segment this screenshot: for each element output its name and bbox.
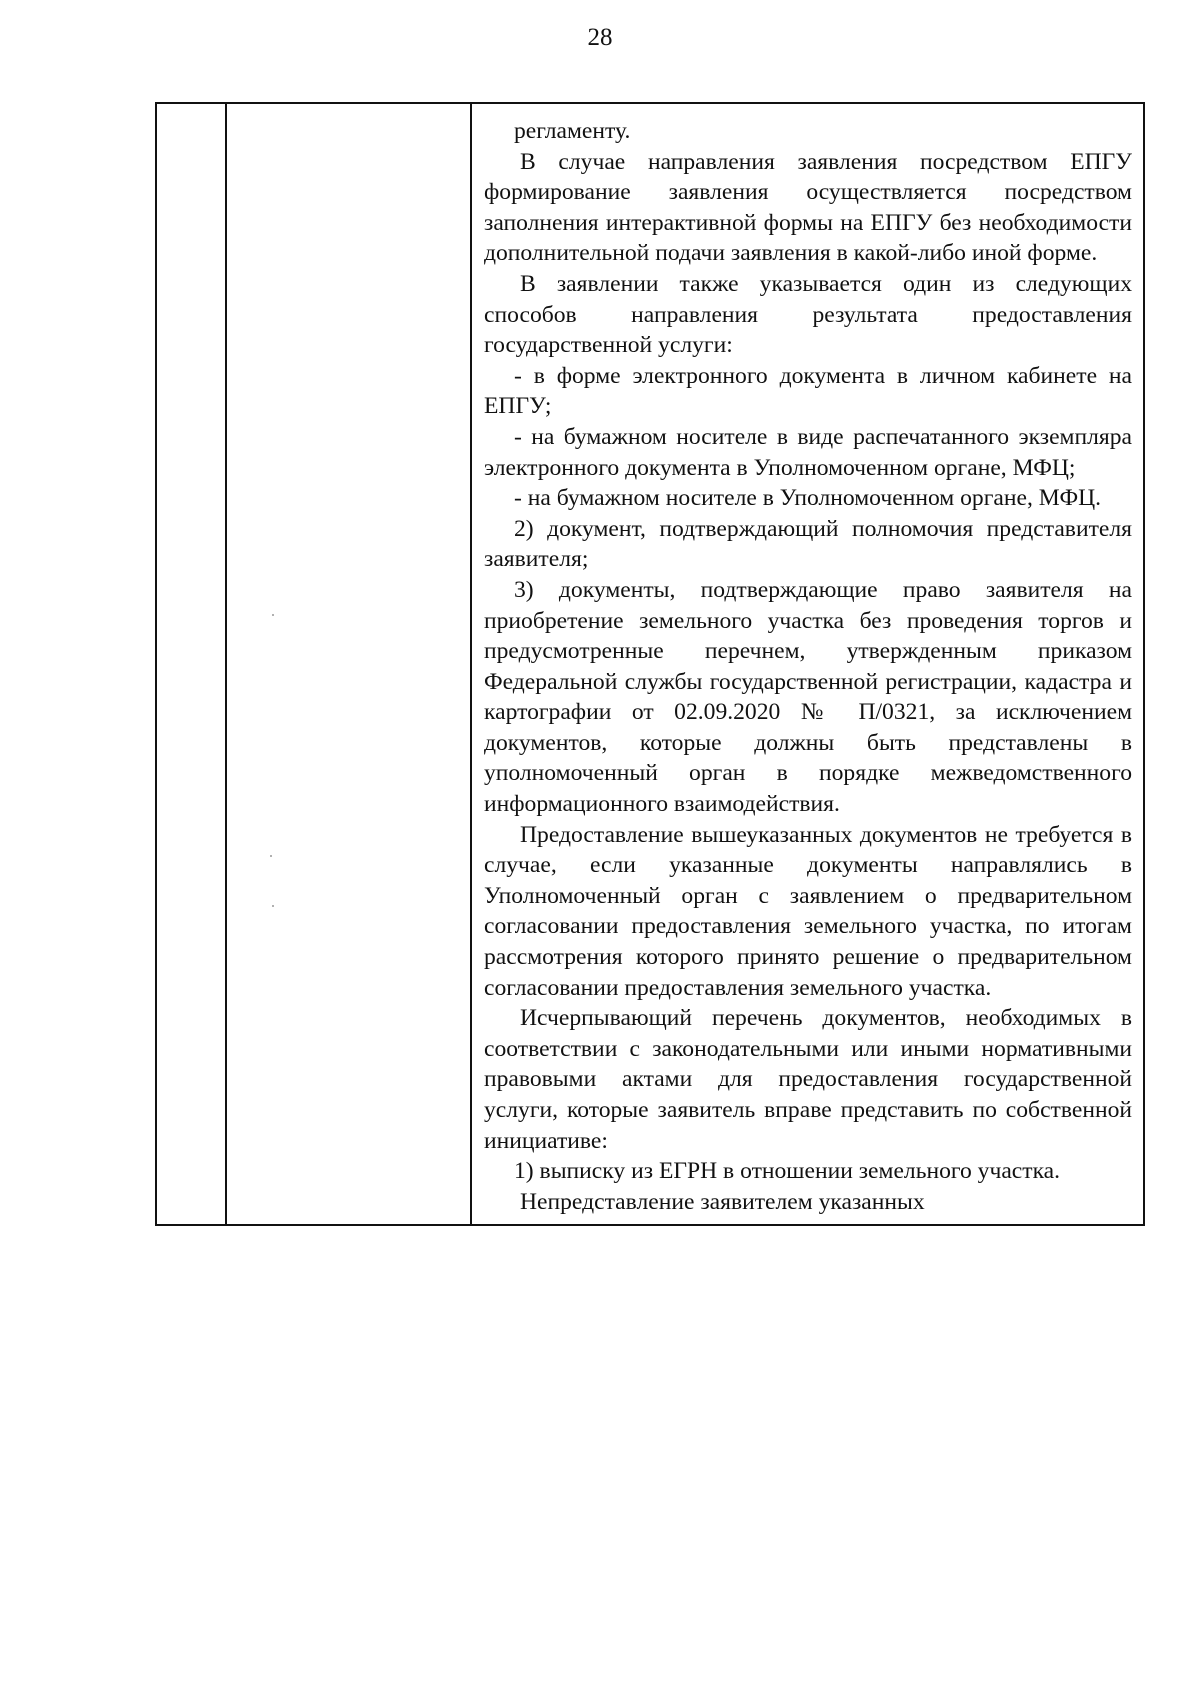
paragraph: Исчерпывающий перечень документов, необходимых в соответствии с законодательными или иными нормативными правовыми актами для предоставления государственной услуги, которые заявитель вправе представить по собственной инициативе: [484,1005,1132,1154]
paragraph: В случае направления заявления посредством ЕПГУ формирование заявления осуществляется посредством заполнения интерактивной формы на ЕПГУ без необходимости дополнительной подачи заявления в какой-либо иной форме. [484,148,1132,267]
paragraph: - в форме электронного документа в личном кабинете на ЕПГУ; [484,362,1132,420]
paragraph: 1) выписку из ЕГРН в отношении земельного участка. [514,1158,1061,1185]
paragraph: 3) документы, подтверждающие право заявителя на приобретение земельного участка без проведения торгов и предусмотренные перечнем, утвержденным приказом Федеральной службы государственной регистрации, кадастра и картографии от 02.09.2020 № П/0321, за исключением документов, которые должны быть представлены в уполномоченный орган в порядке межведомственного информационного взаимодействия. [484,576,1132,818]
paragraph: Предоставление вышеуказанных документов не требуется в случае, если указанные документы направлялись в Уполномоченный орган с заявлением о предварительном согласовании предоставления земельного участка, по итогам рассмотрения которого принято решение о предварительном согласовании предоставления земельного участка. [484,821,1132,1001]
paragraph: регламенту. [514,118,631,144]
paragraph: Непредставление заявителем указанных [520,1188,925,1215]
scan-speck [270,855,272,857]
scan-speck [272,905,274,907]
scan-speck [272,614,274,616]
page-number: 28 [587,24,613,51]
column-divider-1 [225,102,227,1226]
document-table [155,102,1145,1226]
paragraph: 2) документ, подтверждающий полномочия представителя заявителя; [484,515,1132,573]
paragraph: - на бумажном носителе в виде распечатанного экземпляра электронного документа в Уполномоченном органе, МФЦ; [484,423,1132,481]
paragraph: - на бумажном носителе в Уполномоченном органе, МФЦ. [514,485,1102,512]
table-cell-text [484,116,1132,1217]
paragraph: В заявлении также указывается один из следующих способов направления результата предоставления государственной услуги: [484,270,1132,359]
column-divider-2 [470,102,472,1226]
